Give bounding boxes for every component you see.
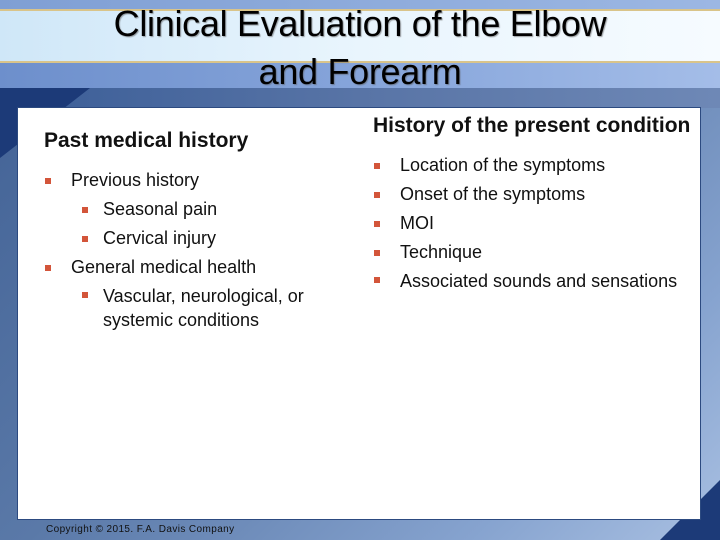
content-panel [17,107,701,520]
list-item [373,267,693,293]
square-bullet-icon [374,192,380,198]
column-heading: History of the present condition [373,114,691,137]
square-bullet-icon [374,163,380,169]
square-bullet-icon [374,250,380,256]
list-item [44,253,364,282]
square-bullet-icon [82,207,88,213]
list-item [373,209,693,238]
square-bullet-icon [45,265,51,271]
list-item [44,224,364,253]
list-item-text: General medical health [71,257,257,277]
list-item [44,195,364,224]
list-item [373,180,693,209]
list-item-text: Previous history [71,170,200,190]
square-bullet-icon [82,292,88,298]
list-item-text: Seasonal pain [103,199,218,219]
list-item-text: Associated sounds and sensations [400,271,678,291]
column-heading: Past medical history [44,129,249,152]
list-item-text: MOI [400,213,434,233]
list-item-text: Technique [400,242,483,262]
bullet-list [373,151,693,293]
square-bullet-icon [374,221,380,227]
right-column [373,108,693,293]
copyright-footer: Copyright © 2015. F.A. Davis Company [46,524,235,535]
square-bullet-icon [45,178,51,184]
list-item [44,166,364,195]
list-item [373,238,693,267]
list-item-text: Cervical injury [103,228,217,248]
list-item-text: Location of the symptoms [400,155,606,175]
list-item-text: Onset of the symptoms [400,184,586,204]
list-item-text: Vascular, neurological, or systemic conditions [103,286,304,330]
left-column [44,108,364,332]
slide-title [0,0,720,96]
square-bullet-icon [374,277,380,283]
list-item [373,151,693,180]
square-bullet-icon [82,236,88,242]
list-item [44,282,364,332]
bullet-list [44,166,364,332]
slide-title-line: and Forearm [258,51,462,92]
slide-title-line: Clinical Evaluation of the Elbow [113,3,607,44]
